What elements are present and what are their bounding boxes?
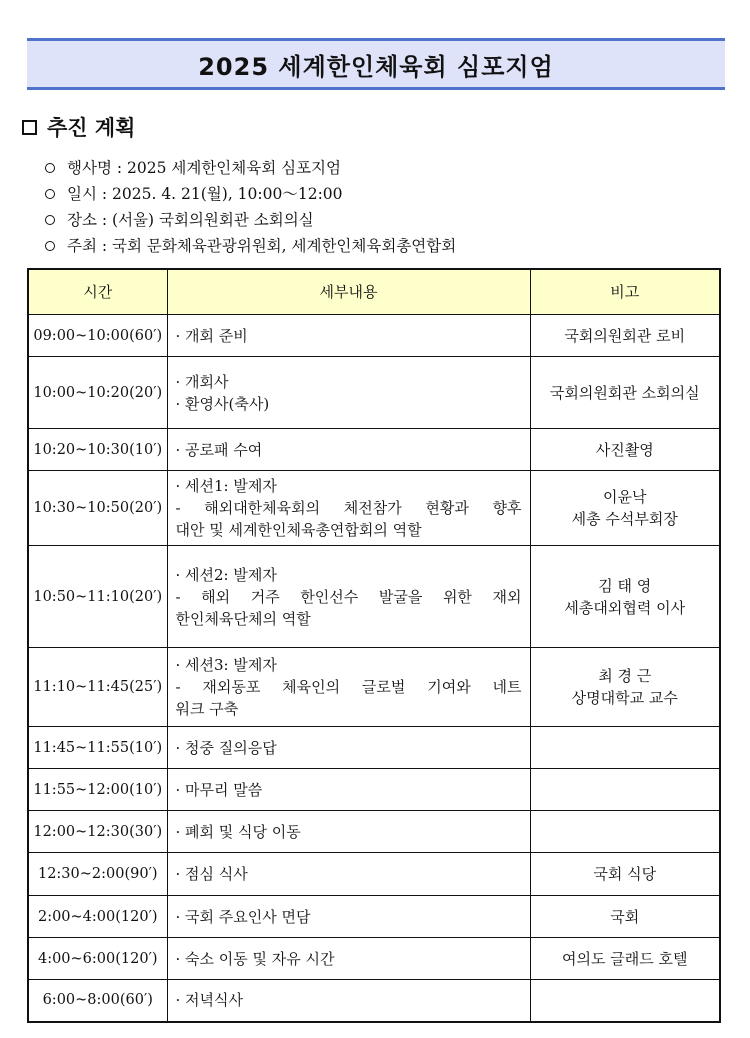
table-row (28, 546, 720, 648)
row-detail (167, 853, 530, 896)
document-title-bar (27, 38, 725, 90)
table-row (28, 980, 720, 1022)
row-detail (167, 727, 530, 769)
detail-line: · 숙소 이동 및 자유 시간 (175, 949, 335, 968)
detail-line: · 환영사(축사) (175, 394, 270, 413)
detail-line: 한인체육단체의 역할 (175, 609, 311, 628)
circle-bullet-icon (45, 189, 55, 199)
row-time: 12:00~12:30(30′) (28, 811, 167, 853)
row-note (530, 980, 720, 1022)
detail-line: 워크 구축 (175, 700, 239, 718)
table-row (28, 471, 720, 546)
detail-line: · 국회 주요인사 면담 (175, 907, 311, 926)
row-note (530, 315, 720, 357)
note-line: 최 경 근 (598, 667, 652, 685)
event-info-list (45, 155, 456, 259)
row-note (530, 811, 720, 853)
row-note (530, 853, 720, 896)
circle-bullet-icon (45, 163, 55, 173)
detail-line: - 해외 거주 한인선수 발굴을 위한 재외 (175, 587, 522, 606)
row-note (530, 727, 720, 769)
section-heading (22, 112, 135, 142)
row-detail (167, 769, 530, 811)
note-line: 국회 (610, 907, 640, 926)
table-row (28, 315, 720, 357)
document-title: 2025 세계한인체육회 심포지엄 (198, 52, 554, 81)
row-time: 10:50~11:10(20′) (28, 546, 167, 648)
table-row (28, 811, 720, 853)
row-note (530, 546, 720, 648)
row-note (530, 769, 720, 811)
note-line: 사진촬영 (595, 440, 654, 459)
row-note (530, 938, 720, 980)
row-detail (167, 546, 530, 648)
circle-bullet-icon (45, 215, 55, 225)
row-time: 11:45~11:55(10′) (28, 727, 167, 769)
row-detail (167, 811, 530, 853)
row-time: 10:30~10:50(20′) (28, 471, 167, 546)
detail-line: · 청중 질의응답 (175, 738, 277, 757)
table-row (28, 357, 720, 429)
detail-line: · 폐회 및 식당 이동 (175, 822, 301, 841)
detail-line: · 공로패 수여 (175, 440, 263, 459)
schedule-body (28, 315, 720, 1022)
note-line: 국회의원회관 로비 (564, 326, 686, 345)
row-note (530, 648, 720, 727)
note-line: 국회 식당 (593, 865, 657, 883)
detail-line: - 재외동포 체육인의 글로벌 기여와 네트 (175, 678, 522, 696)
table-row (28, 896, 720, 938)
row-detail (167, 315, 530, 357)
row-detail (167, 896, 530, 938)
row-detail (167, 471, 530, 546)
section-title: 추진 계획 (47, 116, 136, 140)
table-row (28, 769, 720, 811)
row-note (530, 429, 720, 471)
row-note (530, 357, 720, 429)
detail-line: · 세션1: 발제자 (175, 477, 277, 495)
detail-line: 대안 및 세계한인체육총연합회의 역할 (175, 521, 422, 539)
row-detail (167, 938, 530, 980)
info-item: 일시 : 2025. 4. 21(월), 10:00～12:00 (45, 181, 456, 207)
info-item: 주최 : 국회 문화체육관광위원회, 세계한인체육회총연합회 (45, 233, 456, 259)
row-time: 10:00~10:20(20′) (28, 357, 167, 429)
row-time: 4:00~6:00(120′) (28, 938, 167, 980)
note-line: 상명대학교 교수 (571, 689, 678, 707)
row-detail (167, 429, 530, 471)
row-note (530, 471, 720, 546)
table-row (28, 938, 720, 980)
row-detail (167, 357, 530, 429)
row-time: 11:55~12:00(10′) (28, 769, 167, 811)
note-line: 김 태 영 (598, 576, 652, 595)
detail-line: · 마무리 말씀 (175, 780, 263, 799)
circle-bullet-icon (45, 241, 55, 251)
info-item: 행사명 : 2025 세계한인체육회 심포지엄 (45, 155, 456, 181)
note-line: 세총 수석부회장 (571, 510, 678, 528)
note-line: 세총대외협력 이사 (564, 598, 686, 617)
table-row (28, 648, 720, 727)
header-detail: 세부내용 (167, 269, 530, 315)
table-header-row (28, 269, 720, 315)
row-time: 10:20~10:30(10′) (28, 429, 167, 471)
detail-line: · 저녁식사 (175, 991, 243, 1010)
header-time: 시간 (28, 269, 167, 315)
row-time: 6:00~8:00(60′) (28, 980, 167, 1022)
header-note: 비고 (530, 269, 720, 315)
row-time: 11:10~11:45(25′) (28, 648, 167, 727)
square-bullet-icon (22, 120, 37, 135)
note-line: 국회의원회관 소회의실 (549, 383, 700, 402)
info-item: 장소 : (서울) 국회의원회관 소회의실 (45, 207, 456, 233)
row-time: 12:30~2:00(90′) (28, 853, 167, 896)
row-time: 09:00~10:00(60′) (28, 315, 167, 357)
row-time: 2:00~4:00(120′) (28, 896, 167, 938)
detail-line: · 세션2: 발제자 (175, 565, 277, 584)
row-detail (167, 648, 530, 727)
detail-line: - 해외대한체육회의 체전참가 현황과 향후 (175, 499, 522, 517)
row-detail (167, 980, 530, 1022)
detail-line: · 개회 준비 (175, 326, 248, 345)
detail-line: · 세션3: 발제자 (175, 656, 277, 674)
table-row (28, 727, 720, 769)
note-line: 여의도 글래드 호텔 (562, 949, 688, 968)
schedule-table (27, 268, 721, 1023)
note-line: 이윤낙 (603, 488, 647, 506)
table-row (28, 853, 720, 896)
detail-line: · 개회사 (175, 372, 229, 391)
table-row (28, 429, 720, 471)
detail-line: · 점심 식사 (175, 865, 248, 883)
row-note (530, 896, 720, 938)
